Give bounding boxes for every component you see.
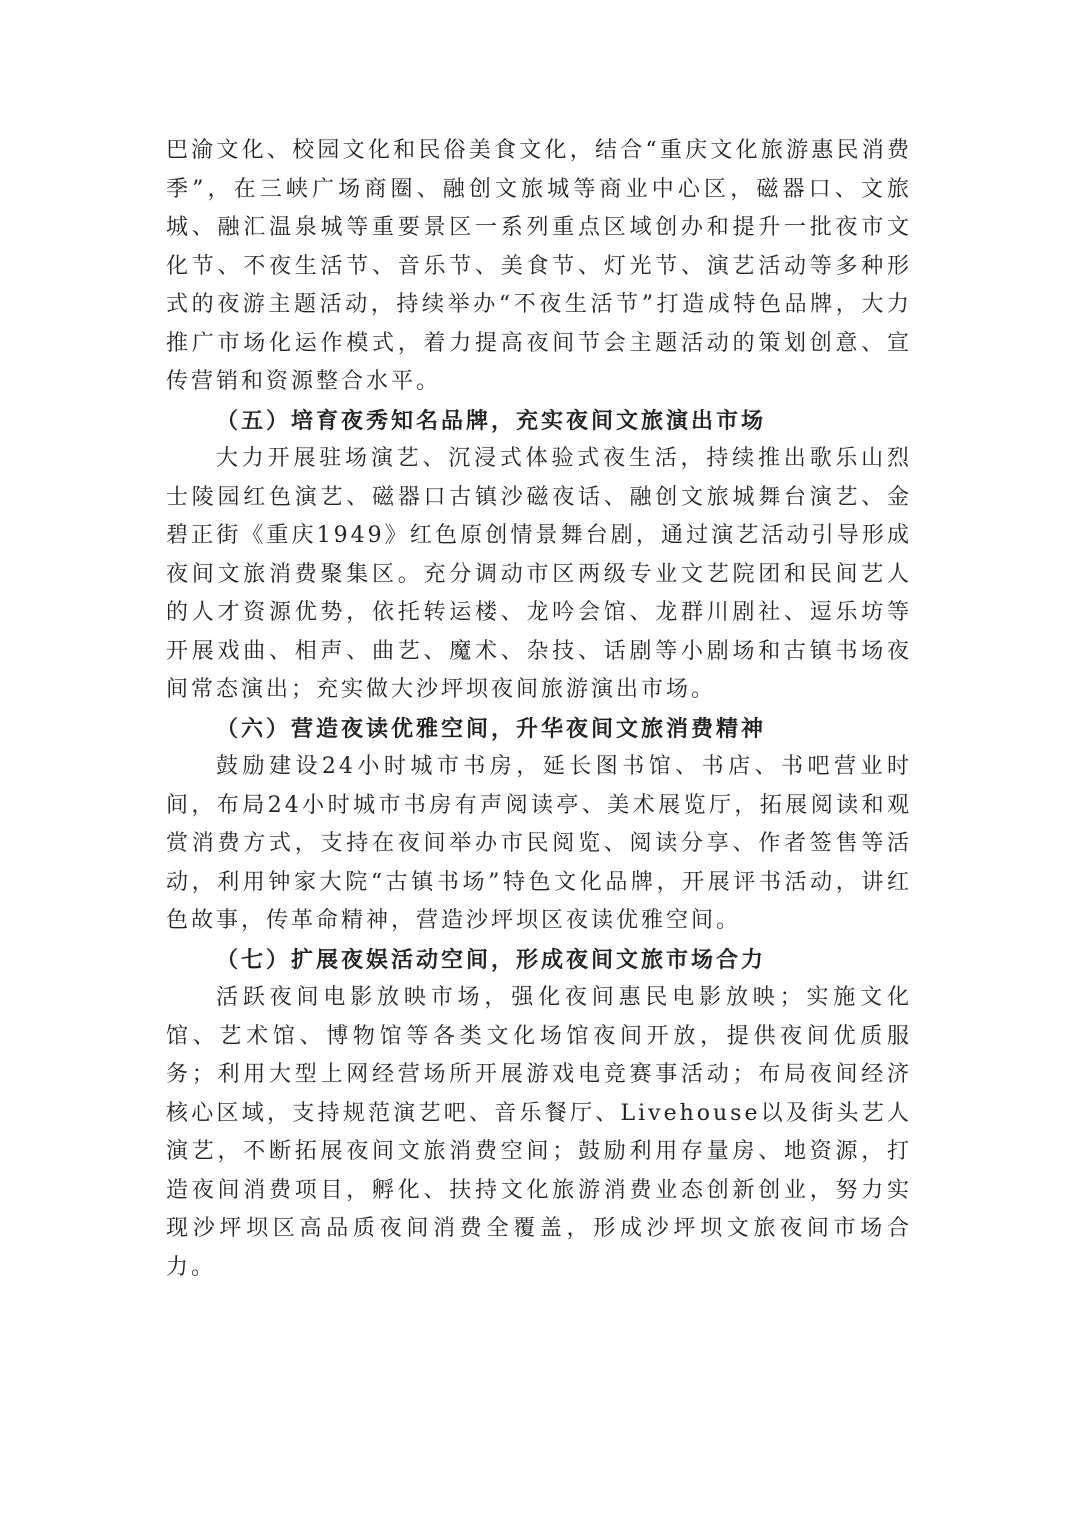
section-paragraph-6: 鼓励建设24小时城市书房，延长图书馆、书店、书吧营业时间，布局24小时城市书房有声阅读亭、美术展览厅，拓展阅读和观赏消费方式，支持在夜间举办市民阅览、阅读分享、作者签售等活动，利用钟家大院“古镇书场”特色文化品牌，开展评书活动，讲红色故事，传革命精神，营造沙坪坝区夜读优雅空间。 bbox=[166, 754, 912, 933]
section-heading-7: （七）扩展夜娱活动空间，形成夜间文旅市场合力 bbox=[216, 946, 767, 973]
section-paragraph-5: 大力开展驻场演艺、沉浸式体验式夜生活，持续推出歌乐山烈士陵园红色演艺、磁器口古镇沙磁夜话、融创文旅城舞台演艺、金碧正街《重庆1949》红色原创情景舞台剧，通过演艺活动引导形成夜间文旅消费聚集区。充分调动市区两级专业文艺院团和民间艺人的人才资源优势，依托转运楼、龙吟会馆、龙群川剧社、逗乐坊等开展戏曲、相声、曲艺、魔术、杂技、话剧等小剧场和古镇书场夜间常态演出；充实做大沙坪坝夜间旅游演出市场。 bbox=[166, 446, 912, 702]
section-paragraph-7: 活跃夜间电影放映市场，强化夜间惠民电影放映；实施文化馆、艺术馆、博物馆等各类文化场馆夜间开放，提供夜间优质服务；利用大型上网经营场所开展游戏电竞赛事活动；布局夜间经济核心区域，支持规范演艺吧、音乐餐厅、Livehouse以及街头艺人演艺，不断拓展夜间文旅消费空间；鼓励利用存量房、地资源，打造夜间消费项目，孵化、扶持文化旅游消费业态创新创业，努力实现沙坪坝区高品质夜间消费全覆盖，形成沙坪坝文旅夜间市场合力。 bbox=[166, 985, 912, 1280]
section-heading-5: （五）培育夜秀知名品牌，充实夜间文旅演出市场 bbox=[216, 407, 767, 434]
document-body bbox=[166, 132, 912, 1287]
intro-paragraph: 巴渝文化、校园文化和民俗美食文化，结合“重庆文化旅游惠民消费季”，在三峡广场商圈、融创文旅城等商业中心区，磁器口、文旅城、融汇温泉城等重要景区一系列重点区域创办和提升一批夜市文化节、不夜生活节、音乐节、美食节、灯光节、演艺活动等多种形式的夜游主题活动，持续举办“不夜生活节”打造成特色品牌，大力推广市场化运作模式，着力提高夜间节会主题活动的策划创意、宣传营销和资源整合水平。 bbox=[166, 138, 912, 394]
section-heading-6: （六）营造夜读优雅空间，升华夜间文旅消费精神 bbox=[216, 715, 767, 742]
